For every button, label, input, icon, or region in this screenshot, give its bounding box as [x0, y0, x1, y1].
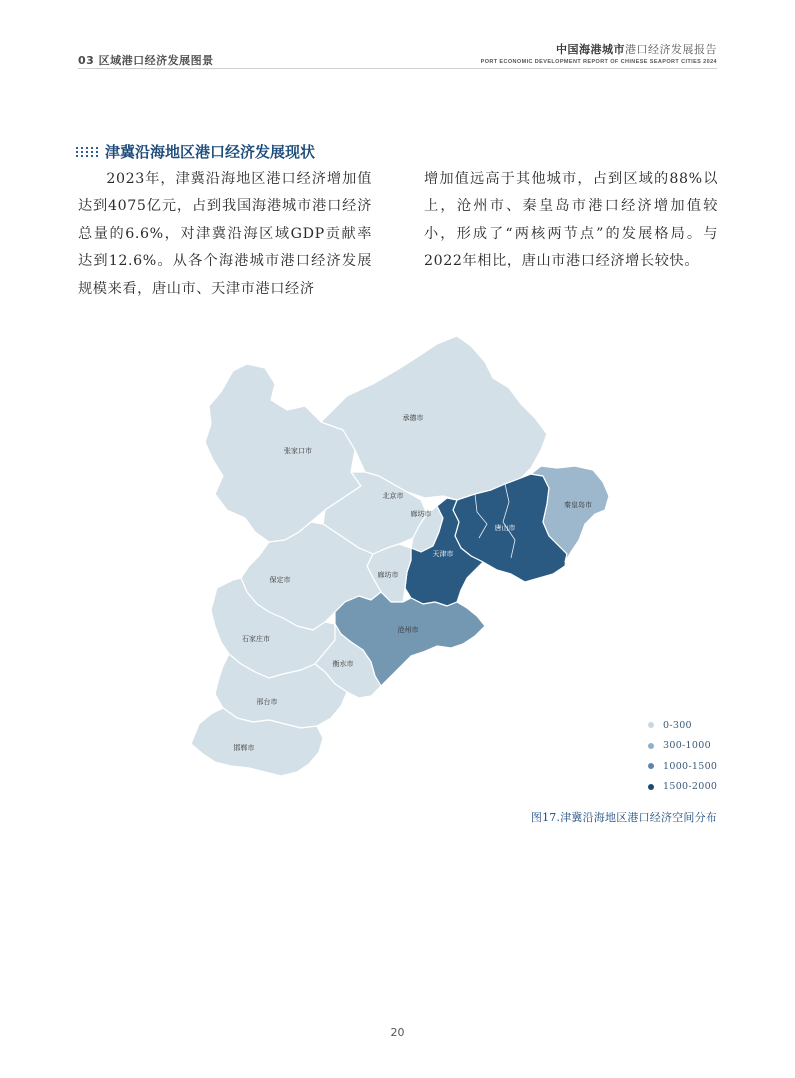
label-handan: 邯郸市 — [233, 744, 255, 752]
region-map — [175, 326, 625, 786]
label-qinhuangdao: 秦皇岛市 — [564, 501, 592, 509]
label-tangshan: 唐山市 — [494, 524, 516, 532]
report-title — [481, 41, 717, 65]
section-heading — [76, 141, 315, 162]
report-title-en: PORT ECONOMIC DEVELOPMENT REPORT OF CHINESE SEAPORT CITIES 2024 — [480, 59, 717, 65]
body-text-left: 2023年，津冀沿海地区港口经济增加值达到4075亿元，占到我国海港城市港口经济总量的6.6%，对津冀沿海区域GDP贡献率达到12.6%。从各个海港城市港口经济发展规模来看，唐山市、天津市港口经济 — [78, 171, 372, 297]
report-title-rest: 港口经济发展报告 — [625, 43, 717, 56]
legend-item — [648, 736, 717, 757]
label-baoding: 保定市 — [269, 576, 291, 584]
label-langfang-north: 廊坊市 — [410, 510, 432, 518]
legend-dot-icon — [648, 722, 654, 728]
figure-caption: 图17.津冀沿海地区港口经济空间分布 — [530, 811, 717, 824]
legend-item — [648, 777, 717, 798]
section-label: 03 区域港口经济发展图景 — [78, 54, 214, 67]
legend-dot-icon — [648, 763, 654, 769]
map-legend — [648, 715, 717, 797]
label-shijiazhuang: 石家庄市 — [242, 635, 270, 643]
legend-dot-icon — [648, 743, 654, 749]
label-hengshui: 衡水市 — [332, 660, 354, 668]
body-text-right: 增加值远高于其他城市，占到区域的88%以上，沧州市、秦皇岛市港口经济增加值较小，形成了“两核两节点”的发展格局。与2022年相比，唐山市港口经济增长较快。 — [424, 171, 718, 270]
legend-label: 1500-2000 — [663, 781, 718, 793]
page-number: 20 — [390, 1026, 405, 1039]
legend-label: 1000-1500 — [663, 760, 718, 772]
label-xingtai: 邢台市 — [256, 698, 278, 706]
report-title-bold: 中国海港城市 — [556, 43, 625, 56]
legend-item — [648, 715, 717, 736]
legend-label: 0-300 — [663, 719, 692, 731]
legend-dot-icon — [648, 784, 654, 790]
label-cangzhou: 沧州市 — [397, 626, 419, 634]
label-tianjin: 天津市 — [432, 550, 454, 558]
label-chengde: 承德市 — [402, 414, 424, 422]
label-langfang-south: 廊坊市 — [377, 571, 399, 579]
section-title: 津冀沿海地区港口经济发展现状 — [105, 143, 316, 161]
legend-item — [648, 756, 717, 777]
header-divider — [78, 68, 717, 69]
label-zhangjiakou: 张家口市 — [284, 447, 312, 455]
label-beijing: 北京市 — [382, 492, 404, 500]
dot-grid-icon — [76, 147, 99, 157]
legend-label: 300-1000 — [663, 740, 711, 752]
